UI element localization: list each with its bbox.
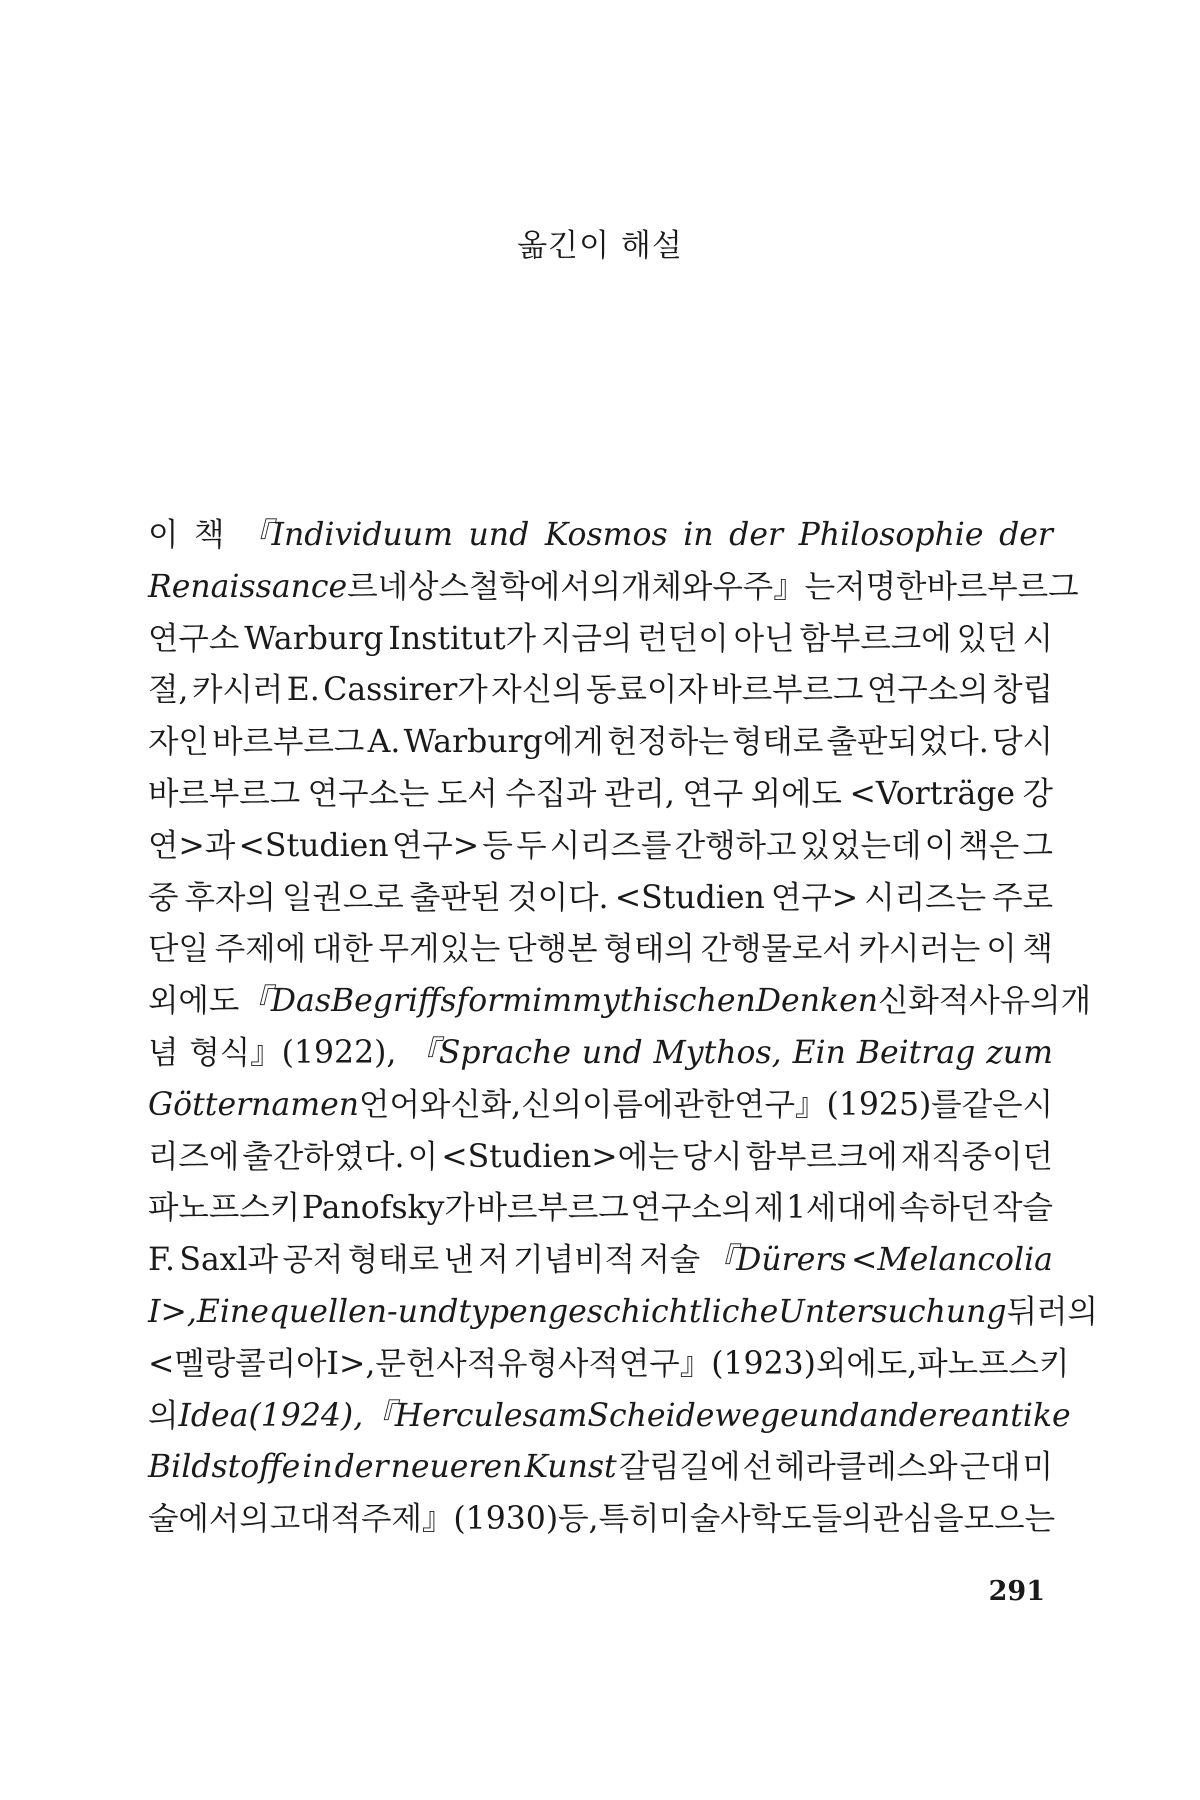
- word: 우주』는: [712, 568, 836, 605]
- word: 바르부르그: [476, 1190, 629, 1227]
- word: 연구소의: [866, 672, 989, 709]
- word: Kosmos: [544, 517, 668, 553]
- word: Cassirer가: [323, 672, 488, 709]
- word: 책은: [958, 827, 1020, 864]
- word: 술에서의: [148, 1501, 270, 1538]
- word: 이름에: [582, 1086, 674, 1123]
- page-title: 옮긴이 해설: [517, 228, 683, 264]
- word: 1세대에: [786, 1190, 898, 1227]
- word: 『Dürers: [704, 1242, 847, 1279]
- word: <Vorträge: [849, 775, 1016, 812]
- word: Beitrag: [856, 1034, 976, 1071]
- word: 『Hercules: [363, 1397, 539, 1434]
- word: 카시러: [191, 672, 284, 709]
- word: 출판되었다.: [826, 724, 989, 761]
- word: <Studien>에는: [441, 1138, 679, 1175]
- word: 바르부르그: [148, 775, 301, 812]
- word: 두: [516, 827, 547, 864]
- word: andere: [859, 1397, 972, 1434]
- word: 외에도,: [815, 1345, 918, 1382]
- word: 『Das: [239, 983, 331, 1020]
- text-line: [148, 821, 1053, 873]
- word: antike: [971, 1397, 1071, 1434]
- word: 저술: [639, 1242, 701, 1279]
- word: Renaissance: [148, 568, 348, 605]
- word: 간행하고: [674, 827, 797, 864]
- word: 연구소는: [307, 775, 430, 812]
- word: Bildstoffe: [148, 1449, 301, 1486]
- word: 갈림길에: [618, 1449, 741, 1486]
- text-line: [148, 873, 1053, 925]
- word: der: [729, 517, 784, 553]
- word: 바르부르그: [926, 568, 1079, 605]
- word: zum: [986, 1034, 1053, 1071]
- word: 개체와: [621, 568, 713, 605]
- word: 형태의: [603, 931, 695, 968]
- word: 자신의: [491, 672, 583, 709]
- word: 연>과: [148, 827, 236, 864]
- word: 신의: [521, 1086, 583, 1123]
- word: 지금의: [541, 620, 633, 657]
- word: 연구소의: [630, 1190, 753, 1227]
- word: 함부르크에: [745, 1138, 898, 1175]
- word: mythischen: [572, 983, 756, 1020]
- text-line: [148, 976, 1092, 1028]
- word: neueren: [390, 1449, 523, 1486]
- word: 이: [148, 517, 179, 553]
- word: 철학에서의: [468, 568, 622, 605]
- word: 함부르크에: [799, 620, 952, 657]
- word: 시: [1022, 1086, 1054, 1123]
- word: 단일: [148, 931, 209, 968]
- word: I>,: [148, 1293, 197, 1330]
- word: Idea(1924),: [178, 1397, 364, 1434]
- word: Eine: [196, 1293, 269, 1330]
- word: 시: [1022, 620, 1053, 657]
- word: 리즈에: [148, 1138, 240, 1175]
- word: der: [999, 517, 1053, 553]
- word: 재직중이던: [900, 1138, 1053, 1175]
- word: 신화적: [878, 983, 970, 1020]
- text-line: [148, 1442, 1053, 1494]
- word: 있었는데: [799, 827, 922, 864]
- word: 모으는: [963, 1501, 1056, 1538]
- body-text: [148, 510, 1098, 1546]
- word: 고대적: [269, 1501, 362, 1538]
- word: 형태로: [732, 724, 824, 761]
- word: 등: [482, 827, 513, 864]
- word: Saxl과: [179, 1242, 279, 1279]
- word: im: [532, 983, 573, 1020]
- word: 책: [194, 517, 225, 553]
- word: 연구』(1923): [618, 1345, 816, 1382]
- word: und: [397, 1293, 459, 1330]
- word: 헤라클레스와: [774, 1449, 958, 1486]
- word: 연구: [682, 775, 744, 812]
- text-line: [148, 562, 1079, 614]
- word: 있던: [956, 620, 1018, 657]
- word: 미: [1022, 1449, 1053, 1486]
- word: in: [683, 517, 714, 553]
- word: 기념비적: [513, 1242, 635, 1279]
- word: in: [302, 1449, 333, 1486]
- word: 외에도: [148, 983, 240, 1020]
- text-line: [148, 614, 1053, 666]
- word: 바르부르그: [212, 724, 365, 761]
- word: 사유의: [969, 983, 1061, 1020]
- word: 문헌사적: [375, 1345, 498, 1382]
- word: 파노프스키: [148, 1190, 301, 1227]
- text-line: [148, 1339, 1070, 1391]
- text-line: [148, 510, 1053, 562]
- word: 시리즈는: [864, 879, 987, 916]
- word: Ein: [792, 1034, 846, 1071]
- word: 도서: [436, 775, 498, 812]
- word: 개: [1060, 983, 1092, 1020]
- word: 특히: [598, 1501, 660, 1538]
- word: Panofsky가: [301, 1190, 475, 1227]
- word: 공저: [282, 1242, 344, 1279]
- word: 관심을: [872, 1501, 964, 1538]
- word: <멜랑콜리아: [148, 1345, 327, 1382]
- word: 카시러는: [858, 931, 981, 968]
- word: 파노프스키: [917, 1345, 1070, 1382]
- word: 『Individuum: [240, 517, 453, 553]
- word: 등,: [558, 1501, 599, 1538]
- word: 낸: [443, 1242, 474, 1279]
- word: Denken: [755, 983, 878, 1020]
- word: 주제』(1930): [361, 1501, 559, 1538]
- word: 바르부르그: [711, 672, 864, 709]
- word: 같은: [961, 1086, 1023, 1123]
- word: 저명한: [835, 568, 927, 605]
- text-line: [148, 1235, 1053, 1287]
- word: 이: [924, 827, 956, 864]
- word: 당시: [681, 1138, 743, 1175]
- word: 시리즈를: [549, 827, 672, 864]
- word: 이: [407, 1138, 439, 1175]
- word: 단행본: [506, 931, 598, 968]
- word: und: [468, 517, 530, 553]
- word: 헌정하는: [606, 724, 729, 761]
- text-line: [148, 1391, 1071, 1443]
- word: 창립: [992, 672, 1053, 709]
- word: 런던이: [637, 620, 729, 657]
- text-line: [148, 717, 1053, 769]
- word: Warburg: [244, 620, 384, 657]
- text-line: [148, 1132, 1053, 1184]
- word: 이: [986, 931, 1017, 968]
- word: 형태로: [347, 1242, 440, 1279]
- word: 동료이자: [586, 672, 708, 709]
- text-line: [148, 924, 1053, 976]
- word: Scheidewege: [587, 1397, 799, 1434]
- word: 연구>: [770, 879, 859, 916]
- word: 언어와: [359, 1086, 451, 1123]
- word: F.: [148, 1242, 175, 1279]
- word: quellen-: [268, 1293, 398, 1330]
- word: 수집과: [505, 775, 597, 812]
- word: 유형사적: [497, 1345, 619, 1382]
- text-line: [148, 1494, 1056, 1546]
- word: 연구소: [148, 620, 240, 657]
- word: 주로: [992, 879, 1053, 916]
- word: E.: [286, 672, 320, 709]
- word: 미술사학도들의: [659, 1501, 873, 1538]
- word: 강: [1022, 775, 1053, 812]
- word: 중: [148, 879, 179, 916]
- text-line: [148, 769, 1053, 821]
- word: 연구>: [391, 827, 480, 864]
- word: 『Sprache: [407, 1034, 571, 1071]
- word: Mythos,: [653, 1034, 782, 1071]
- word: 책: [1022, 931, 1053, 968]
- word: 형식』(1922),: [189, 1034, 397, 1071]
- word: 자인: [148, 724, 209, 761]
- word: Götternamen: [148, 1086, 360, 1123]
- word: Warburg에게: [403, 724, 604, 761]
- word: Untersuchung: [778, 1293, 1007, 1330]
- word: 간행물로서: [700, 931, 853, 968]
- word: 아닌: [733, 620, 795, 657]
- word: <Studien: [614, 879, 765, 916]
- word: A.: [367, 724, 401, 761]
- word: 절,: [148, 672, 189, 709]
- word: typengeschichtliche: [458, 1293, 779, 1330]
- word: 저: [478, 1242, 509, 1279]
- word: 외에도: [750, 775, 842, 812]
- text-line: [148, 1028, 1053, 1080]
- word: Kunst: [524, 1449, 617, 1486]
- text-line: [148, 665, 1053, 717]
- word: 르네상스: [347, 568, 469, 605]
- text-line: [148, 1287, 1098, 1339]
- word: und: [798, 1397, 860, 1434]
- word: 출판된: [409, 879, 502, 916]
- word: und: [581, 1034, 643, 1071]
- word: am: [538, 1397, 588, 1434]
- word: <Studien: [238, 827, 389, 864]
- word: 연구』(1925)를: [734, 1086, 962, 1123]
- word: 근대: [959, 1449, 1021, 1486]
- word: 일권으로: [281, 879, 404, 916]
- word: 무게있는: [378, 931, 501, 968]
- word: 관리,: [603, 775, 675, 812]
- word: 신화,: [450, 1086, 522, 1123]
- word: <Melancolia: [850, 1242, 1053, 1279]
- word: Philosophie: [798, 517, 984, 553]
- text-line: [148, 1080, 1053, 1132]
- word: I>,: [326, 1345, 376, 1382]
- word: 속하던: [899, 1190, 991, 1227]
- word: Institut가: [388, 620, 537, 657]
- word: 작슬: [992, 1190, 1053, 1227]
- text-line: [148, 1183, 1053, 1235]
- word: 뒤러의: [1006, 1293, 1098, 1330]
- word: Begriffsform: [331, 983, 533, 1020]
- word: 그: [1022, 827, 1053, 864]
- word: 선: [742, 1449, 773, 1486]
- word: 출간하였다.: [242, 1138, 405, 1175]
- page-number: 291: [988, 1576, 1045, 1607]
- word: 제: [753, 1190, 785, 1227]
- word: 념: [148, 1034, 179, 1071]
- word: 주제에: [214, 931, 307, 968]
- word: 관한: [673, 1086, 735, 1123]
- word: 대한: [311, 931, 373, 968]
- word: 당시: [992, 724, 1053, 761]
- word: der: [334, 1449, 389, 1486]
- word: 의: [148, 1397, 179, 1434]
- word: 것이다.: [507, 879, 609, 916]
- word: 후자의: [184, 879, 276, 916]
